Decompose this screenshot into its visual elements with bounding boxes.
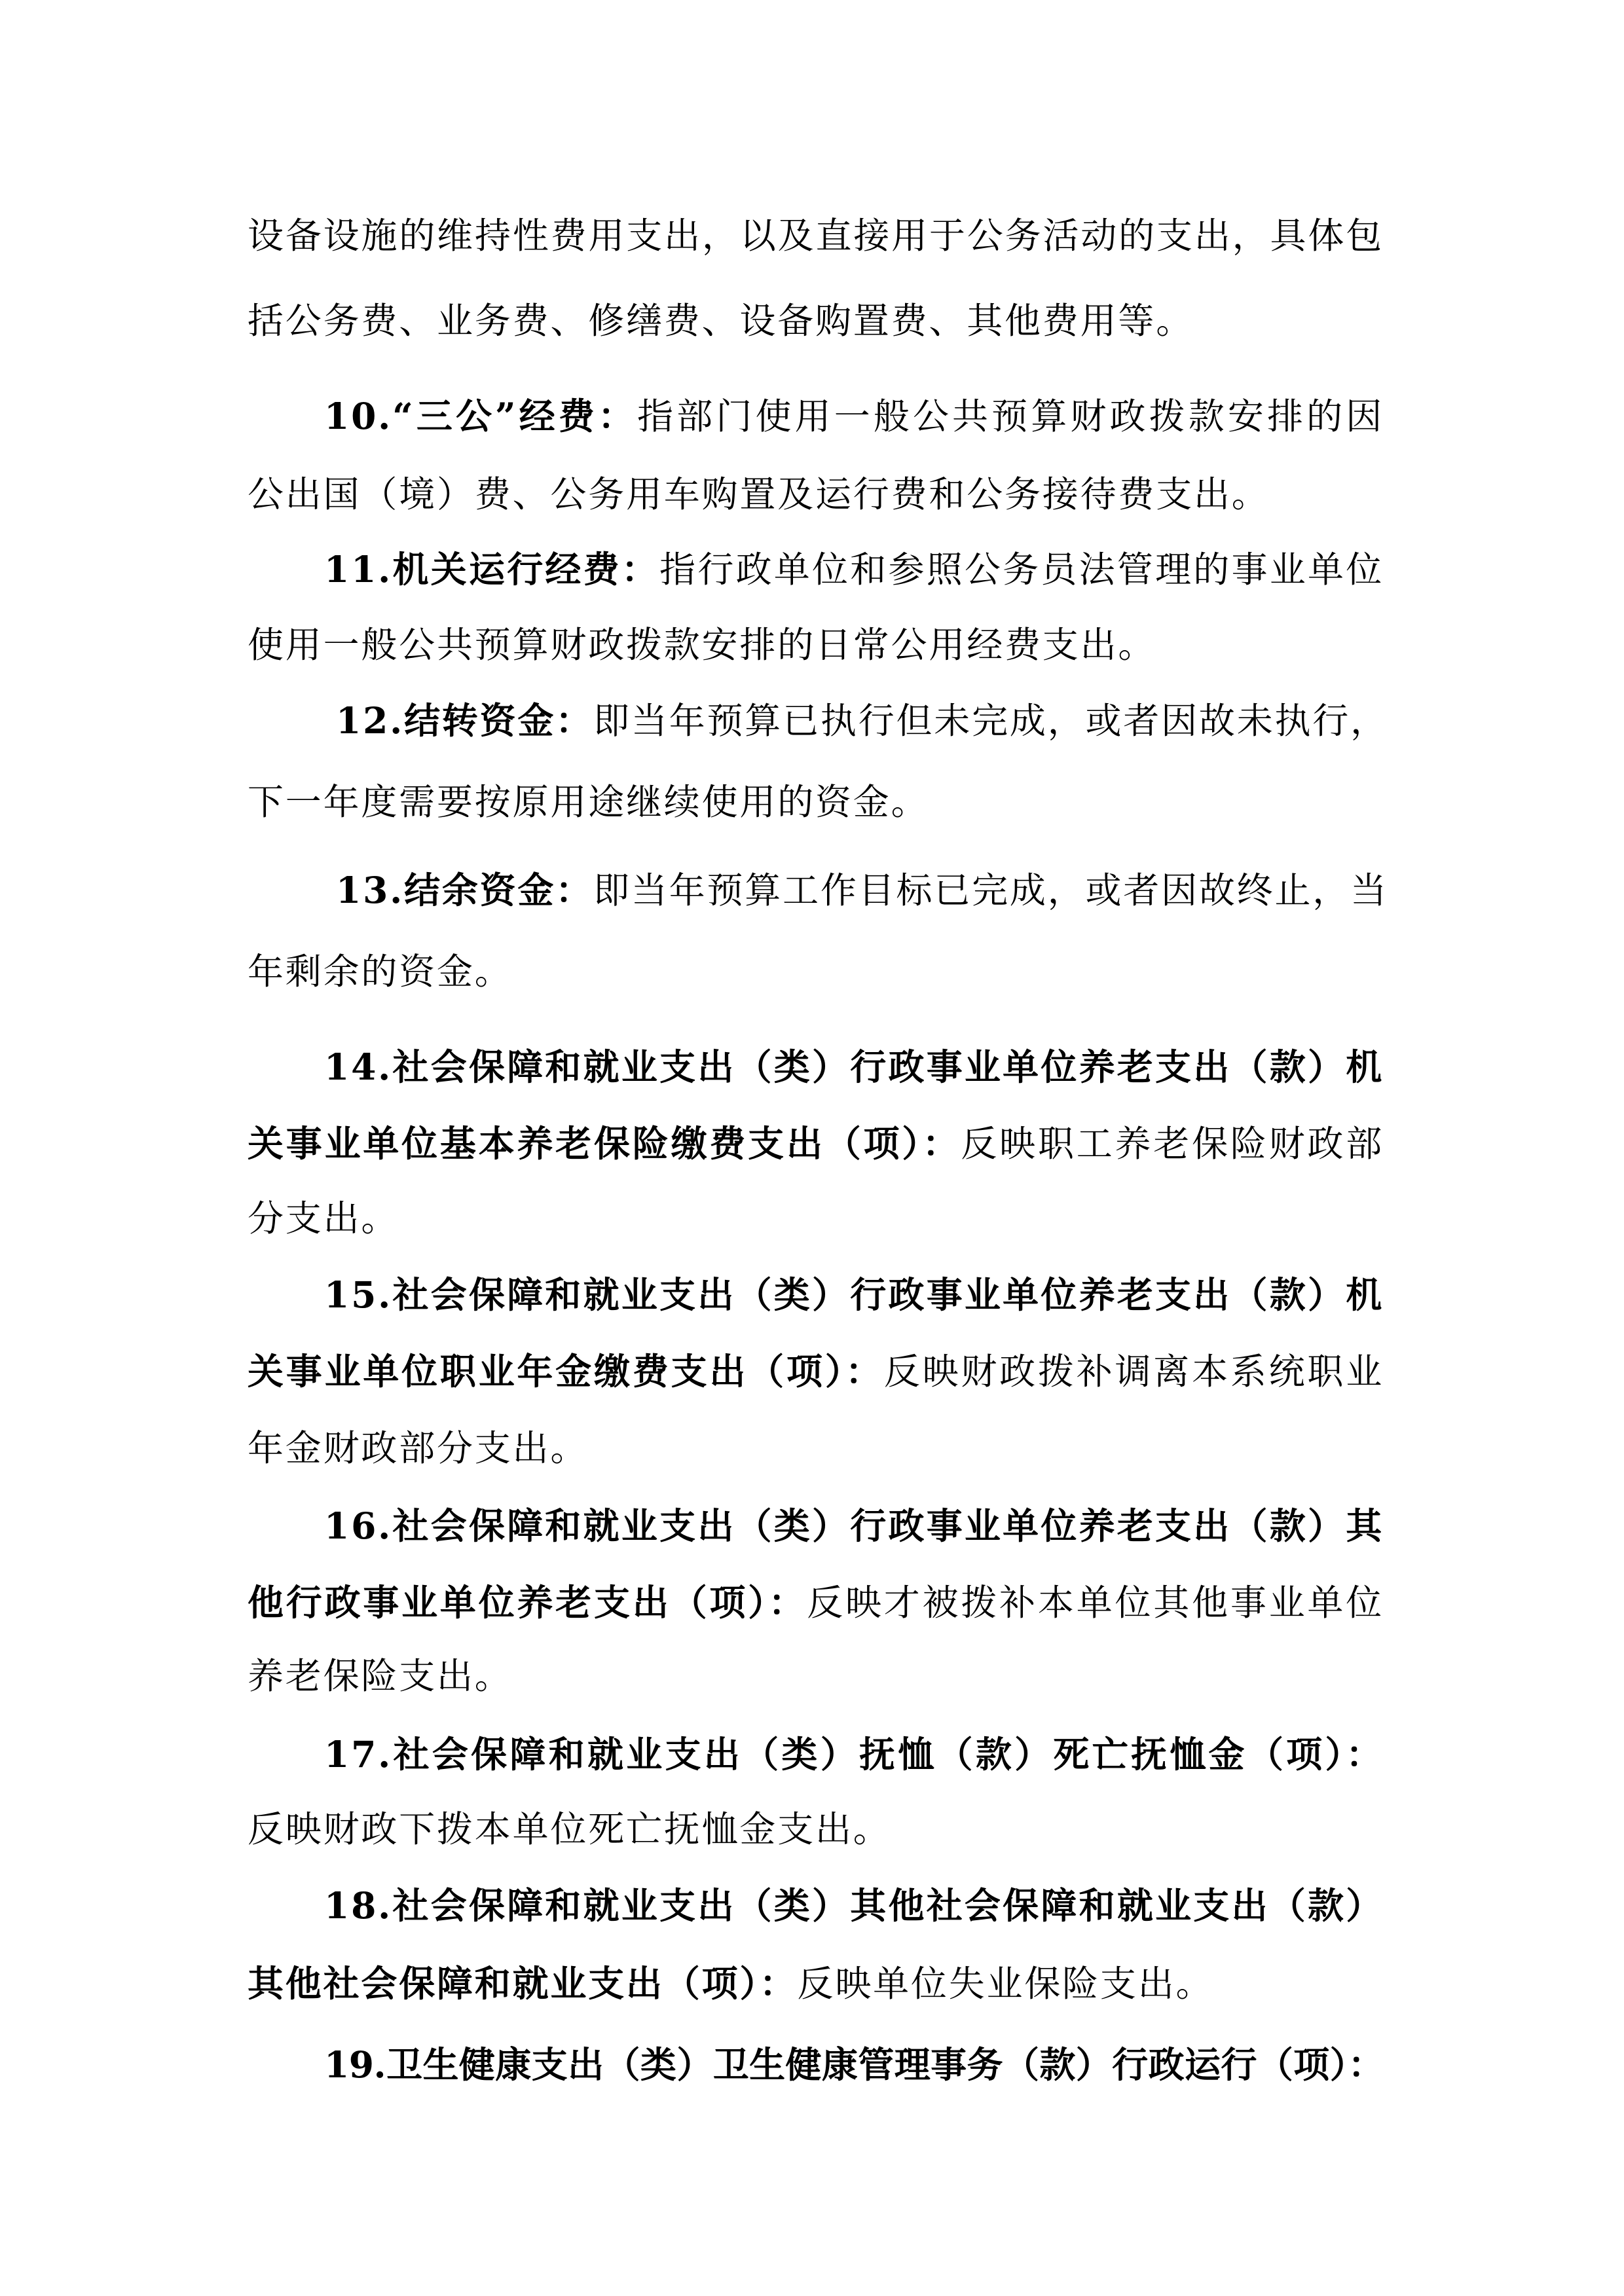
body-text: 指部门使用一般公共预算财政拨款安排的因 bbox=[637, 395, 1384, 437]
body-text: 括公务费、业务费、修缮费、设备购置费、其他费用等。 bbox=[248, 300, 1194, 342]
body-text: 公出国（境）费、公务用车购置及运行费和公务接待费支出。 bbox=[248, 473, 1270, 515]
term-text: 其他社会保障和就业支出（项）： bbox=[248, 1962, 798, 2005]
paragraph-line bbox=[324, 1506, 1384, 1546]
paragraph-line bbox=[248, 1429, 1384, 1468]
body-text: 年剩余的资金。 bbox=[248, 951, 513, 993]
term-text: 15.社会保障和就业支出（类）行政事业单位养老支出（款）机 bbox=[324, 1273, 1384, 1316]
body-text: 反映财政拨补调离本系统职业 bbox=[883, 1351, 1384, 1393]
body-text: 即当年预算已执行但未完成，或者因故未执行， bbox=[593, 700, 1388, 742]
body-text: 反映单位失业保险支出。 bbox=[797, 1963, 1214, 2005]
paragraph-line bbox=[248, 301, 1384, 340]
paragraph-line bbox=[324, 1275, 1384, 1315]
paragraph-line bbox=[324, 550, 1384, 589]
term-text: 他行政事业单位养老支出（项）： bbox=[248, 1581, 807, 1624]
body-text: 年金财政部分支出。 bbox=[248, 1427, 589, 1469]
term-text: 11.机关运行经费： bbox=[324, 548, 660, 591]
body-text: 下一年度需要按原用途继续使用的资金。 bbox=[248, 781, 929, 823]
term-text: 关事业单位职业年金缴费支出（项）： bbox=[248, 1350, 884, 1393]
paragraph-line bbox=[248, 1964, 1384, 2003]
term-text: 12.结转资金： bbox=[336, 699, 594, 742]
paragraph-line bbox=[248, 216, 1384, 255]
paragraph-line bbox=[248, 782, 1384, 822]
paragraph-line bbox=[248, 1810, 1384, 1849]
term-text: 17.社会保障和就业支出（类）抚恤（款）死亡抚恤金（项）： bbox=[324, 1733, 1384, 1776]
paragraph-line bbox=[248, 952, 1384, 991]
paragraph-line bbox=[324, 1048, 1384, 1087]
body-text: 设备设施的维持性费用支出，以及直接用于公务活动的支出，具体包 bbox=[248, 215, 1384, 257]
term-text: 13.结余资金： bbox=[336, 869, 594, 911]
paragraph-line bbox=[248, 625, 1384, 665]
paragraph-line bbox=[324, 1735, 1384, 1774]
paragraph-line bbox=[336, 869, 1388, 911]
term-text: 关事业单位基本养老保险缴费支出（项）： bbox=[248, 1122, 961, 1165]
term-text: 19.卫生健康支出（类）卫生健康管理事务（款）行政运行（项）： bbox=[324, 2043, 1384, 2086]
paragraph-line bbox=[248, 1352, 1384, 1391]
paragraph-line bbox=[248, 1124, 1384, 1163]
body-text: 反映财政下拨本单位死亡抚恤金支出。 bbox=[248, 1808, 891, 1850]
body-text: 即当年预算工作目标已完成，或者因故终止，当 bbox=[593, 869, 1388, 911]
term-text: 10.“三公”经费： bbox=[324, 395, 638, 437]
body-text: 养老保险支出。 bbox=[248, 1655, 513, 1697]
paragraph-line bbox=[248, 475, 1384, 514]
term-text: 14.社会保障和就业支出（类）行政事业单位养老支出（款）机 bbox=[324, 1046, 1384, 1088]
paragraph-line bbox=[324, 2045, 1384, 2085]
body-text: 使用一般公共预算财政拨款安排的日常公用经费支出。 bbox=[248, 624, 1156, 666]
body-text: 反映才被拨补本单位其他事业单位 bbox=[807, 1582, 1384, 1624]
body-text: 反映职工养老保险财政部 bbox=[961, 1123, 1384, 1165]
paragraph-line bbox=[324, 397, 1384, 436]
paragraph-line bbox=[248, 1583, 1384, 1622]
paragraph-line bbox=[248, 1199, 1384, 1238]
body-text: 分支出。 bbox=[248, 1197, 399, 1239]
paragraph-line bbox=[248, 1656, 1384, 1696]
body-text: 指行政单位和参照公务员法管理的事业单位 bbox=[659, 549, 1384, 591]
term-text: 18.社会保障和就业支出（类）其他社会保障和就业支出（款） bbox=[324, 1884, 1384, 1927]
term-text: 16.社会保障和就业支出（类）行政事业单位养老支出（款）其 bbox=[324, 1504, 1384, 1547]
paragraph-line bbox=[336, 699, 1388, 742]
paragraph-line bbox=[324, 1886, 1384, 1925]
